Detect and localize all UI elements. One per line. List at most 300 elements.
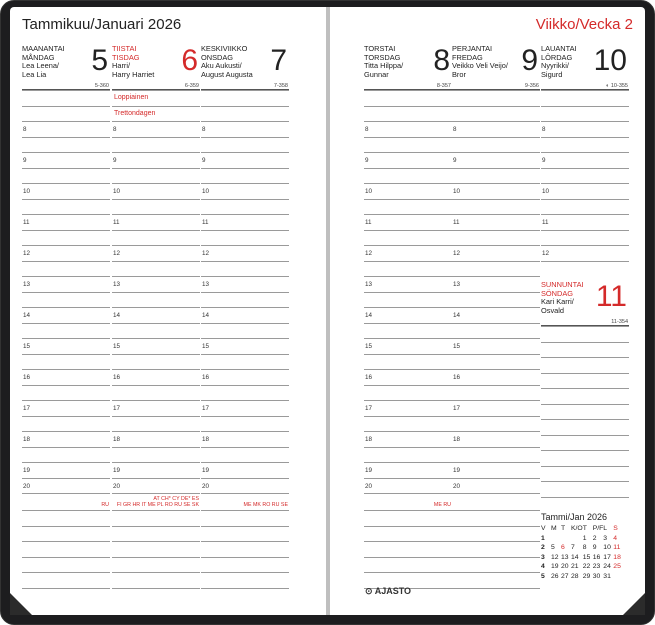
hour-line[interactable] <box>201 369 289 385</box>
hour-line[interactable] <box>112 338 200 354</box>
mini-calendar-head <box>541 524 623 534</box>
hour-label: 17 <box>113 405 121 412</box>
note-line[interactable] <box>112 588 200 604</box>
hour-line[interactable] <box>452 400 540 416</box>
hour-line[interactable] <box>201 214 289 230</box>
sunday-line[interactable] <box>541 388 629 404</box>
hour-line[interactable] <box>22 214 110 230</box>
note-line[interactable] <box>201 510 289 526</box>
half-hour-line[interactable] <box>22 168 110 184</box>
corner-band-right <box>623 593 645 615</box>
appointment-line[interactable] <box>541 90 629 106</box>
note-line[interactable] <box>112 541 200 557</box>
day-name-fi: PERJANTAI <box>452 44 493 53</box>
appointment-line[interactable] <box>112 90 200 106</box>
day-number: 11 <box>595 280 627 313</box>
note-line[interactable] <box>112 557 200 573</box>
mini-calendar-day[interactable]: 20 <box>561 563 569 571</box>
hour-line[interactable] <box>541 214 629 230</box>
half-hour-line[interactable] <box>201 354 289 370</box>
day-of-year: ◐ 10-355 <box>606 83 628 89</box>
hour-line[interactable] <box>364 462 452 478</box>
mini-calendar-day[interactable]: 17 <box>603 553 611 561</box>
hour-line[interactable] <box>452 431 540 447</box>
half-hour-line[interactable] <box>364 292 452 308</box>
mini-calendar-day[interactable]: 6 <box>561 544 565 552</box>
hour-label: 12 <box>113 250 121 257</box>
hour-line[interactable] <box>201 245 289 261</box>
hour-label: 12 <box>365 250 373 257</box>
hour-line[interactable] <box>452 307 540 323</box>
mini-calendar-day[interactable] <box>551 534 561 544</box>
hour-line[interactable] <box>22 183 110 199</box>
half-hour-line[interactable] <box>201 416 289 432</box>
hour-line[interactable] <box>112 462 200 478</box>
hour-line[interactable] <box>22 307 110 323</box>
hour-line[interactable] <box>22 245 110 261</box>
name-day: Harry Harriet <box>112 69 155 79</box>
half-hour-line[interactable] <box>201 323 289 339</box>
day-number: 10 <box>593 44 627 77</box>
appointment-line[interactable] <box>364 106 452 122</box>
appointment-line[interactable] <box>22 106 110 122</box>
day-name-sv: ONSDAG <box>201 52 234 62</box>
half-hour-line[interactable] <box>22 416 110 432</box>
day-of-year: 6-359 <box>184 83 199 89</box>
note-line[interactable] <box>22 588 110 604</box>
day-name-sv: FREDAG <box>452 52 483 62</box>
note-line[interactable] <box>22 526 110 542</box>
half-hour-line[interactable] <box>201 292 289 308</box>
hour-label: 14 <box>365 312 373 319</box>
half-hour-line[interactable] <box>22 385 110 401</box>
hour-line[interactable] <box>201 276 289 292</box>
appointment-line[interactable] <box>452 90 540 106</box>
hour-label: 17 <box>365 405 373 412</box>
appointment-line[interactable] <box>364 90 452 106</box>
hour-label: 8 <box>202 126 206 133</box>
day-column <box>112 42 200 603</box>
hour-label: 18 <box>23 436 31 443</box>
hour-line[interactable] <box>112 152 200 168</box>
mini-calendar-day[interactable]: 14 <box>571 553 579 561</box>
sunday-line[interactable] <box>541 497 629 513</box>
note-line[interactable] <box>452 510 540 526</box>
half-hour-line[interactable] <box>201 261 289 277</box>
sunday-line[interactable] <box>541 435 629 451</box>
hour-line[interactable] <box>452 276 540 292</box>
half-hour-line[interactable] <box>364 230 452 246</box>
half-hour-line[interactable] <box>364 168 452 184</box>
half-hour-line[interactable] <box>541 230 629 246</box>
half-hour-line[interactable] <box>201 230 289 246</box>
half-hour-line[interactable] <box>364 323 452 339</box>
half-hour-line[interactable] <box>541 168 629 184</box>
half-hour-line[interactable] <box>364 447 452 463</box>
day-name-sv: SÖNDAG <box>541 288 574 298</box>
hour-label: 18 <box>365 436 373 443</box>
half-hour-line[interactable] <box>364 416 452 432</box>
half-hour-line[interactable] <box>541 261 629 277</box>
hour-label: 11 <box>202 219 209 226</box>
half-hour-line[interactable] <box>541 137 629 153</box>
hour-line[interactable] <box>112 400 200 416</box>
hour-line[interactable] <box>541 121 629 137</box>
note-line[interactable] <box>364 541 452 557</box>
mini-calendar-heading: K/O <box>571 525 583 533</box>
hour-line[interactable] <box>22 431 110 447</box>
day-column <box>201 42 289 603</box>
hour-line[interactable] <box>22 338 110 354</box>
note-line[interactable] <box>22 557 110 573</box>
half-hour-line[interactable] <box>112 261 200 277</box>
note-line[interactable] <box>201 541 289 557</box>
half-hour-line[interactable] <box>22 354 110 370</box>
note-line[interactable] <box>201 526 289 542</box>
hour-line[interactable] <box>112 121 200 137</box>
half-hour-line[interactable] <box>452 447 540 463</box>
half-hour-line[interactable] <box>452 354 540 370</box>
day-header <box>541 42 629 90</box>
hour-line[interactable] <box>22 276 110 292</box>
appointment-line[interactable] <box>22 90 110 106</box>
mini-calendar-day[interactable]: 30 <box>592 572 601 580</box>
mini-calendar-day[interactable]: 5 <box>551 544 555 552</box>
note-line[interactable] <box>22 541 110 557</box>
half-hour-line[interactable] <box>22 447 110 463</box>
mini-calendar-heading: T <box>561 525 566 533</box>
mini-calendar-week <box>541 572 623 582</box>
note-line[interactable] <box>452 526 540 542</box>
hour-line[interactable] <box>452 121 540 137</box>
hour-line[interactable] <box>22 462 110 478</box>
sunday-line[interactable] <box>541 373 629 389</box>
hour-line[interactable] <box>452 462 540 478</box>
hour-label: 17 <box>23 405 31 412</box>
mini-calendar-day[interactable]: 16 <box>592 553 601 561</box>
hour-line[interactable] <box>364 152 452 168</box>
mini-calendar-day[interactable]: 26 <box>551 572 559 580</box>
mini-calendar-day[interactable]: 18 <box>613 553 621 561</box>
half-hour-line[interactable] <box>112 385 200 401</box>
mini-calendar-day[interactable]: 11 <box>613 544 621 552</box>
hour-label: 20 <box>113 482 121 490</box>
note-line[interactable] <box>201 557 289 573</box>
appointment-line[interactable] <box>201 90 289 106</box>
hour-label: 14 <box>453 312 461 319</box>
hour-label: 13 <box>453 281 461 288</box>
sunday-line[interactable] <box>541 404 629 420</box>
note-line[interactable] <box>22 510 110 526</box>
flags-line <box>112 493 200 510</box>
hour-line[interactable] <box>364 338 452 354</box>
hour-line[interactable] <box>452 183 540 199</box>
hour-line[interactable] <box>112 307 200 323</box>
mini-calendar-day[interactable]: 31 <box>603 572 611 580</box>
sunday-line[interactable] <box>541 342 629 358</box>
holiday-country-codes: AT CH* CY DE* ES FI GR HR IT ME PL RO RU SE SK <box>116 496 199 508</box>
sunday-line[interactable] <box>541 450 629 466</box>
hour-line[interactable] <box>364 183 452 199</box>
mini-calendar-heading: V <box>541 525 546 533</box>
hour-label: 15 <box>202 343 210 350</box>
day-names <box>541 45 577 79</box>
day-of-year: 11-354 <box>611 319 628 325</box>
half-hour-line[interactable] <box>452 323 540 339</box>
hour-line[interactable] <box>452 152 540 168</box>
half-hour-line[interactable] <box>364 385 452 401</box>
half-hour-line[interactable] <box>452 261 540 277</box>
hour-line[interactable] <box>201 152 289 168</box>
half-hour-line[interactable] <box>364 354 452 370</box>
mini-calendar-day[interactable]: 4 <box>613 534 618 542</box>
half-hour-line[interactable] <box>112 230 200 246</box>
day-of-year: 9-356 <box>524 83 539 89</box>
day-names <box>364 45 403 79</box>
note-line[interactable] <box>452 557 540 573</box>
hour-label: 15 <box>453 343 461 350</box>
hour-line[interactable] <box>364 431 452 447</box>
mini-calendar-day[interactable]: 1 <box>582 534 587 542</box>
hour-line[interactable] <box>364 478 452 494</box>
mini-calendar-day[interactable]: 19 <box>551 563 559 571</box>
hour-line[interactable] <box>22 369 110 385</box>
half-hour-line[interactable] <box>22 137 110 153</box>
mini-calendar-day[interactable]: 10 <box>603 544 611 552</box>
hour-line[interactable] <box>201 307 289 323</box>
hour-line[interactable] <box>541 152 629 168</box>
half-hour-line[interactable] <box>201 168 289 184</box>
sunday-line[interactable] <box>541 481 629 497</box>
mini-calendar-day[interactable]: 15 <box>582 553 591 561</box>
day-column <box>541 42 629 276</box>
hour-line[interactable] <box>22 478 110 494</box>
hour-line[interactable] <box>201 121 289 137</box>
mini-calendar-day[interactable]: 29 <box>582 572 591 580</box>
hour-label: 9 <box>113 157 117 164</box>
sunday-line[interactable] <box>541 466 629 482</box>
day-header <box>201 42 289 90</box>
hour-line[interactable] <box>452 245 540 261</box>
note-line[interactable] <box>364 557 452 573</box>
half-hour-line[interactable] <box>452 199 540 215</box>
half-hour-line[interactable] <box>364 137 452 153</box>
hour-line[interactable] <box>112 183 200 199</box>
hour-label: 16 <box>453 374 461 381</box>
hour-label: 18 <box>453 436 461 443</box>
hour-line[interactable] <box>364 245 452 261</box>
sunday-line[interactable] <box>541 326 629 342</box>
note-line[interactable] <box>364 526 452 542</box>
hour-line[interactable] <box>201 431 289 447</box>
hour-label: 18 <box>113 436 121 443</box>
hour-label: 9 <box>202 157 206 164</box>
mini-calendar-day[interactable]: 21 <box>571 563 579 571</box>
half-hour-line[interactable] <box>112 199 200 215</box>
half-hour-line[interactable] <box>22 292 110 308</box>
note-line[interactable] <box>452 588 540 604</box>
hour-line[interactable] <box>201 183 289 199</box>
hour-line[interactable] <box>112 245 200 261</box>
hour-label: 14 <box>23 312 31 319</box>
week-number: 3 <box>541 553 545 561</box>
hour-line[interactable] <box>364 214 452 230</box>
appointment-line[interactable] <box>541 106 629 122</box>
half-hour-line[interactable] <box>201 385 289 401</box>
half-hour-line[interactable] <box>112 447 200 463</box>
hour-line[interactable] <box>201 338 289 354</box>
name-day: Bror <box>452 69 466 79</box>
mini-calendar-title: Tammi/Jan 2026 <box>541 512 608 522</box>
hour-line[interactable] <box>364 121 452 137</box>
half-hour-line[interactable] <box>541 199 629 215</box>
note-line[interactable] <box>22 572 110 588</box>
hour-label: 20 <box>453 482 461 490</box>
day-column <box>364 42 452 603</box>
hour-line[interactable] <box>22 400 110 416</box>
note-line[interactable] <box>452 541 540 557</box>
half-hour-line[interactable] <box>112 416 200 432</box>
appointment-line[interactable] <box>452 106 540 122</box>
mini-calendar-heading: M <box>551 525 557 533</box>
note-line[interactable] <box>364 510 452 526</box>
mini-calendar-day[interactable]: 8 <box>582 544 587 552</box>
mini-calendar-day[interactable]: 7 <box>571 544 575 552</box>
holiday-country-codes: ME RU <box>433 502 451 508</box>
half-hour-line[interactable] <box>452 137 540 153</box>
hour-line[interactable] <box>22 121 110 137</box>
mini-calendar-day[interactable]: 28 <box>571 572 579 580</box>
hour-line[interactable] <box>201 462 289 478</box>
hour-label: 11 <box>453 219 460 226</box>
mini-calendar-day[interactable]: 22 <box>582 563 591 571</box>
hour-label: 13 <box>113 281 121 288</box>
half-hour-line[interactable] <box>22 323 110 339</box>
half-hour-line[interactable] <box>112 354 200 370</box>
mini-calendar-day[interactable]: 3 <box>603 534 608 542</box>
day-header <box>452 42 540 90</box>
note-line[interactable] <box>112 510 200 526</box>
half-hour-line[interactable] <box>452 385 540 401</box>
day-name-sv: TISDAG <box>112 52 140 62</box>
day-name-fi: KESKIVIIKKO <box>201 44 248 53</box>
hour-line[interactable] <box>364 276 452 292</box>
mini-calendar-day[interactable]: 27 <box>561 572 569 580</box>
day-names <box>201 45 253 79</box>
hour-label: 16 <box>23 374 31 381</box>
hour-label: 8 <box>113 126 117 133</box>
name-day: Veikko Veli Veijo/ <box>452 61 508 70</box>
mini-calendar-day[interactable]: 12 <box>551 553 559 561</box>
half-hour-line[interactable] <box>112 168 200 184</box>
hour-line[interactable] <box>452 214 540 230</box>
half-hour-line[interactable] <box>22 230 110 246</box>
half-hour-line[interactable] <box>452 230 540 246</box>
hour-line[interactable] <box>112 369 200 385</box>
hour-line[interactable] <box>364 307 452 323</box>
hour-line[interactable] <box>452 338 540 354</box>
day-name-fi: TORSTAI <box>364 44 396 53</box>
mini-calendar-day[interactable] <box>613 572 623 582</box>
hour-label: 16 <box>202 374 210 381</box>
note-line[interactable] <box>201 572 289 588</box>
week-number: 5 <box>541 572 545 580</box>
mini-calendar-day[interactable] <box>561 534 571 544</box>
day-name-sv: LÖRDAG <box>541 52 573 62</box>
mini-calendar-day[interactable]: 13 <box>561 553 569 561</box>
half-hour-line[interactable] <box>364 261 452 277</box>
hour-line[interactable] <box>22 152 110 168</box>
hour-line[interactable] <box>364 369 452 385</box>
mini-calendar-day[interactable]: 2 <box>592 534 597 542</box>
mini-calendar-day[interactable] <box>571 534 583 544</box>
sunday-line[interactable] <box>541 357 629 373</box>
hour-line[interactable] <box>452 369 540 385</box>
hour-label: 17 <box>202 405 210 412</box>
mini-calendar-week <box>541 553 623 563</box>
mini-calendar-week <box>541 562 623 572</box>
hour-line[interactable] <box>201 478 289 494</box>
mini-calendar-day[interactable]: 25 <box>613 563 621 571</box>
hour-label: 10 <box>23 188 31 195</box>
half-hour-line[interactable] <box>112 137 200 153</box>
half-hour-line[interactable] <box>201 199 289 215</box>
week-number: 4 <box>541 563 545 571</box>
hour-line[interactable] <box>541 183 629 199</box>
hour-line[interactable] <box>201 400 289 416</box>
appointment-line[interactable] <box>112 106 200 122</box>
hour-line[interactable] <box>541 245 629 261</box>
sunday-line[interactable] <box>541 419 629 435</box>
hour-line[interactable] <box>112 214 200 230</box>
note-line[interactable] <box>112 526 200 542</box>
note-line[interactable] <box>452 572 540 588</box>
day-header <box>364 42 452 90</box>
half-hour-line[interactable] <box>22 199 110 215</box>
hour-label: 11 <box>113 219 120 226</box>
hour-label: 20 <box>202 482 210 490</box>
half-hour-line[interactable] <box>112 323 200 339</box>
half-hour-line[interactable] <box>452 292 540 308</box>
hour-label: 12 <box>202 250 210 257</box>
half-hour-line[interactable] <box>201 137 289 153</box>
half-hour-line[interactable] <box>452 416 540 432</box>
mini-calendar-day[interactable]: 24 <box>603 563 611 571</box>
note-line[interactable] <box>112 572 200 588</box>
appointment-line[interactable] <box>201 106 289 122</box>
mini-calendar-heading: S <box>613 525 618 533</box>
hour-line[interactable] <box>364 400 452 416</box>
half-hour-line[interactable] <box>201 447 289 463</box>
mini-calendar-day[interactable]: 23 <box>592 563 601 571</box>
hour-label: 15 <box>113 343 121 350</box>
name-day: Sigurd <box>541 69 563 79</box>
hour-line[interactable] <box>452 478 540 494</box>
half-hour-line[interactable] <box>22 261 110 277</box>
mini-calendar-day[interactable]: 9 <box>592 544 597 552</box>
half-hour-line[interactable] <box>112 292 200 308</box>
hour-label: 16 <box>365 374 373 381</box>
hour-line[interactable] <box>112 276 200 292</box>
half-hour-line[interactable] <box>364 199 452 215</box>
name-day: Harri/ <box>112 61 131 70</box>
month-title: Tammikuu/Januari 2026 <box>22 16 182 33</box>
note-line[interactable] <box>201 588 289 604</box>
half-hour-line[interactable] <box>452 168 540 184</box>
hour-label: 19 <box>365 467 373 474</box>
hour-line[interactable] <box>112 431 200 447</box>
hour-line[interactable] <box>112 478 200 494</box>
